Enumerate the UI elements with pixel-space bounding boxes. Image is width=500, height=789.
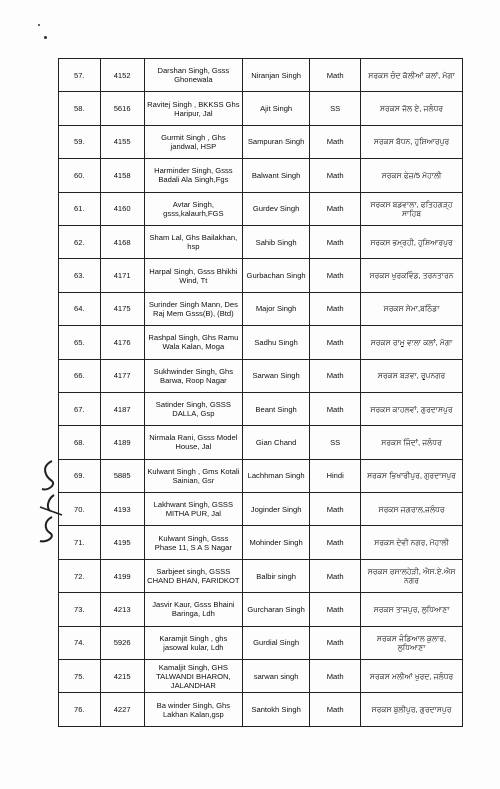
subject-cell	[310, 259, 361, 292]
father-name-cell-text: Ajit Singh	[260, 104, 293, 114]
serial-cell-text: 57.	[74, 70, 85, 80]
school-cell	[361, 192, 463, 225]
serial-cell	[59, 292, 101, 325]
serial-cell	[59, 125, 101, 158]
serial-cell	[59, 59, 101, 92]
id-cell-text: 4227	[113, 705, 131, 715]
serial-cell	[59, 660, 101, 693]
table-row	[59, 192, 463, 225]
id-cell	[100, 526, 144, 559]
teacher-name-cell	[144, 192, 242, 225]
subject-cell	[310, 392, 361, 425]
subject-cell	[310, 159, 361, 192]
serial-cell	[59, 92, 101, 125]
school-cell	[361, 660, 463, 693]
school-cell	[361, 292, 463, 325]
subject-cell-text: Hindi	[326, 471, 344, 481]
father-name-cell-text: Sahib Singh	[255, 237, 297, 247]
id-cell-text: 4175	[113, 304, 131, 314]
school-cell	[361, 392, 463, 425]
id-cell-text: 4189	[113, 437, 131, 447]
father-name-cell	[243, 59, 310, 92]
father-name-cell	[243, 225, 310, 258]
teacher-name-cell-text: Satinder Singh, GSSS DALLA, Gsp	[155, 400, 231, 419]
father-name-cell-text: Lachhman Singh	[247, 471, 305, 481]
table-row	[59, 392, 463, 425]
teacher-name-cell	[144, 459, 242, 492]
id-cell	[100, 593, 144, 626]
id-cell-text: 5616	[113, 104, 131, 114]
id-cell	[100, 359, 144, 392]
subject-cell-text: Math	[326, 705, 344, 715]
table-row	[59, 225, 463, 258]
school-cell-text: ਸਰਕਸ ਜੱਲ ਏ, ਜਲੰਧਰ	[379, 104, 444, 114]
teacher-name-cell-text: Kulwant Singh, Gsss Phase 11, S A S Nagar	[154, 533, 232, 552]
serial-cell-text: 75.	[74, 671, 85, 681]
id-cell	[100, 493, 144, 526]
school-cell-text: ਸਰਕਸ ਕਾਹਲਵਾਂ, ਗੁਰਦਾਸਪੁਰ	[370, 404, 453, 414]
id-cell-text: 4158	[113, 170, 131, 180]
school-cell-text: ਸਰਕਸ ਰਸਾਲਹੇੜੀ, ਐਸ.ਏ.ਐਸ ਨਗਰ	[367, 567, 456, 586]
serial-cell	[59, 326, 101, 359]
serial-cell-text: 68.	[74, 437, 85, 447]
teacher-name-cell-text: Kamaljit Singh, GHS TALWANDI BHARON, JALANDHAR	[156, 662, 231, 690]
father-name-cell-text: sarwan singh	[253, 671, 299, 681]
father-name-cell	[243, 192, 310, 225]
teacher-name-cell	[144, 426, 242, 459]
id-cell-text: 4171	[113, 271, 131, 281]
serial-cell	[59, 225, 101, 258]
teacher-name-cell-text: Sham Lal, Ghs Bailakhan, hsp	[149, 233, 238, 252]
teacher-name-cell-text: Ba winder Singh, Ghs Lakhan Kalan,gsp	[156, 700, 231, 719]
school-cell	[361, 593, 463, 626]
id-cell-text: 4160	[113, 204, 131, 214]
father-name-cell-text: Major Singh	[255, 304, 297, 314]
table-row	[59, 92, 463, 125]
serial-cell	[59, 259, 101, 292]
school-cell	[361, 493, 463, 526]
subject-cell-text: Math	[326, 638, 344, 648]
table-row	[59, 292, 463, 325]
subject-cell-text: Math	[326, 271, 344, 281]
id-cell-text: 4152	[113, 70, 131, 80]
id-cell-text: 5926	[113, 638, 131, 648]
school-cell	[361, 693, 463, 726]
father-name-cell-text: Santokh Singh	[251, 705, 301, 715]
serial-cell	[59, 559, 101, 592]
teacher-name-cell-text: Jasvir Kaur, Gsss Bhaini Baringa, Ldh	[152, 600, 235, 619]
table-row	[59, 125, 463, 158]
serial-cell	[59, 359, 101, 392]
serial-cell	[59, 159, 101, 192]
id-cell-text: 4176	[113, 337, 131, 347]
school-cell-text: ਸਰਕਸ ਤਾਜਪੁਰ, ਲੁਧਿਆਣਾ	[373, 604, 450, 614]
serial-cell-text: 62.	[74, 237, 85, 247]
school-cell-text: ਸਰਕਸ ਜਗਰਾਲ,ਜਲੰਧਰ	[378, 504, 445, 514]
school-cell-text: ਸਰਕਸ ਚੰਦ ਕੱਲੀਆਂ ਕਲਾਂ, ਮੋਗਾ	[368, 70, 455, 80]
id-cell-text: 5885	[113, 471, 131, 481]
id-cell	[100, 660, 144, 693]
table-row	[59, 426, 463, 459]
id-cell	[100, 159, 144, 192]
father-name-cell	[243, 493, 310, 526]
id-cell	[100, 125, 144, 158]
table-row	[59, 493, 463, 526]
father-name-cell	[243, 593, 310, 626]
subject-cell	[310, 426, 361, 459]
teacher-name-cell-text: Karamjit Singh , ghs jasowal kular, Ldh	[159, 633, 228, 652]
father-name-cell	[243, 292, 310, 325]
serial-cell	[59, 459, 101, 492]
teacher-name-cell-text: Harpal Singh, Gsss Bhikhi Wind, Tt	[149, 266, 238, 285]
id-cell	[100, 459, 144, 492]
serial-cell	[59, 493, 101, 526]
id-cell-text: 4155	[113, 137, 131, 147]
serial-cell	[59, 693, 101, 726]
father-name-cell-text: Gurdev Singh	[252, 204, 300, 214]
teacher-name-cell-text: Surinder Singh Mann, Des Raj Mem Gsss(B), (Btd)	[148, 299, 238, 318]
id-cell-text: 4168	[113, 237, 131, 247]
subject-cell-text: Math	[326, 304, 344, 314]
subject-cell-text: Math	[326, 137, 344, 147]
teacher-name-cell	[144, 59, 242, 92]
table-row	[59, 359, 463, 392]
id-cell-text: 4177	[113, 371, 131, 381]
serial-cell-text: 69.	[74, 471, 85, 481]
father-name-cell	[243, 459, 310, 492]
school-cell-text: ਸਰਕਸ ਜੰਡਿਆਲ ਕੁਲਾਰ, ਲੁਧਿਆਣਾ	[376, 633, 447, 652]
id-cell	[100, 225, 144, 258]
subject-cell	[310, 459, 361, 492]
table-row	[59, 59, 463, 92]
subject-cell	[310, 693, 361, 726]
table-row	[59, 593, 463, 626]
father-name-cell-text: Niranjan Singh	[251, 70, 302, 80]
subject-cell-text: SS	[330, 437, 341, 447]
subject-cell	[310, 359, 361, 392]
table-row	[59, 259, 463, 292]
school-cell-text: ਸਰਕਸ ਦੇਵੀ ਨਗਰ, ਮੋਹਾਲੀ	[374, 538, 449, 548]
teacher-name-cell-text: Kulwant Singh , Gms Kotali Sainian, Gsr	[147, 466, 240, 485]
subject-cell	[310, 192, 361, 225]
table-row	[59, 526, 463, 559]
school-cell-text: ਸਰਕਸ ਭਮ੍ਰਹੀ, ਹੁਸ਼ਿਆਰਪੁਰ	[370, 237, 453, 247]
school-cell	[361, 326, 463, 359]
subject-cell	[310, 59, 361, 92]
school-cell	[361, 626, 463, 659]
table-row	[59, 626, 463, 659]
table-row	[59, 326, 463, 359]
subject-cell-text: Math	[326, 70, 344, 80]
school-cell	[361, 159, 463, 192]
id-cell	[100, 626, 144, 659]
subject-cell-text: Math	[326, 204, 344, 214]
father-name-cell	[243, 326, 310, 359]
school-cell-text: ਸਰਕਸ ਜਿੰਦਾਂ, ਜਲੰਧਰ	[381, 437, 442, 447]
father-name-cell-text: Gian Chand	[255, 437, 297, 447]
serial-cell-text: 71.	[74, 538, 85, 548]
father-name-cell-text: Sadhu Singh	[254, 337, 298, 347]
subject-cell-text: Math	[326, 170, 344, 180]
serial-cell	[59, 626, 101, 659]
father-name-cell-text: Mohinder Singh	[249, 538, 303, 548]
serial-cell	[59, 392, 101, 425]
teacher-name-cell	[144, 326, 242, 359]
father-name-cell-text: Sampuran Singh	[247, 137, 305, 147]
staff-table	[58, 58, 463, 727]
serial-cell-text: 67.	[74, 404, 85, 414]
teacher-name-cell	[144, 660, 242, 693]
id-cell	[100, 192, 144, 225]
teacher-name-cell-text: Sarbjeet singh, GSSS CHAND BHAN, FARIDKOT	[147, 567, 240, 586]
school-cell	[361, 259, 463, 292]
school-cell	[361, 92, 463, 125]
school-cell-text: ਸਰਕਸ ਰਾਮੂ ਵਾਲਾ ਕਲਾਂ, ਮੋਗਾ	[370, 337, 453, 347]
teacher-name-cell-text: Lakhwant Singh, GSSS MITHA PUR, Jal	[153, 500, 234, 519]
school-cell	[361, 459, 463, 492]
subject-cell	[310, 660, 361, 693]
serial-cell-text: 59.	[74, 137, 85, 147]
table-row	[59, 459, 463, 492]
school-cell	[361, 526, 463, 559]
id-cell	[100, 693, 144, 726]
serial-cell-text: 64.	[74, 304, 85, 314]
school-cell-text: ਸਰਕਸ ਭਿਖਾਰੀਪੁਰ, ਗੁਰਦਾਸਪੁਰ	[367, 471, 456, 481]
school-cell-text: ਸਰਕਸ ਖੁਰਕਵਿੰਡ, ਤਰਨਤਾਰਨ	[369, 271, 454, 281]
id-cell	[100, 59, 144, 92]
school-cell	[361, 59, 463, 92]
father-name-cell-text: Balbir singh	[256, 571, 296, 581]
serial-cell	[59, 593, 101, 626]
father-name-cell	[243, 693, 310, 726]
id-cell	[100, 326, 144, 359]
serial-cell	[59, 526, 101, 559]
id-cell	[100, 392, 144, 425]
father-name-cell	[243, 159, 310, 192]
school-cell-text: ਸਰਕਸ ਬੜਵਾ, ਰੂਪਨਗਰ	[377, 371, 446, 381]
school-cell-text: ਸਰਕਸ ਬਡਵਾਲਾ, ਫਤਿਹਗੜ੍ਹ ਸਾਹਿਬ	[370, 199, 453, 218]
father-name-cell-text: Gurdial Singh	[253, 638, 300, 648]
school-cell	[361, 125, 463, 158]
father-name-cell-text: Joginder Singh	[250, 504, 302, 514]
subject-cell	[310, 626, 361, 659]
teacher-name-cell	[144, 526, 242, 559]
serial-cell-text: 65.	[74, 337, 85, 347]
father-name-cell	[243, 259, 310, 292]
teacher-name-cell	[144, 559, 242, 592]
father-name-cell	[243, 392, 310, 425]
subject-cell	[310, 593, 361, 626]
teacher-name-cell	[144, 259, 242, 292]
father-name-cell	[243, 526, 310, 559]
teacher-name-cell-text: Harminder Singh, Gsss Badali Ala Singh,Fgs	[154, 166, 233, 185]
id-cell	[100, 92, 144, 125]
serial-cell-text: 66.	[74, 371, 85, 381]
teacher-name-cell-text: Ravitej Singh , BKKSS Ghs Haripur, Jal	[147, 99, 240, 118]
subject-cell-text: Math	[326, 571, 344, 581]
subject-cell-text: Math	[326, 404, 344, 414]
teacher-name-cell-text: Sukhwinder Singh, Ghs Barwa, Roop Nagar	[153, 366, 234, 385]
subject-cell	[310, 326, 361, 359]
id-cell-text: 4215	[113, 671, 131, 681]
id-cell-text: 4187	[113, 404, 131, 414]
school-cell-text: ਸਰਕਸ ਫੇਜ਼/5 ਮੋਹਾਲੀ	[381, 170, 442, 180]
school-cell-text: ਸਰਕਸ ਸੇਮਾ,ਬਠਿੰਡਾ	[383, 304, 440, 314]
serial-cell	[59, 192, 101, 225]
teacher-name-cell	[144, 493, 242, 526]
id-cell-text: 4199	[113, 571, 131, 581]
subject-cell-text: Math	[326, 337, 344, 347]
teacher-name-cell-text: Avtar Singh, gsss,kalaurh,FGS	[163, 199, 224, 218]
teacher-name-cell	[144, 593, 242, 626]
serial-cell-text: 74.	[74, 638, 85, 648]
scan-speck	[38, 24, 40, 26]
teacher-name-cell-text: Darshan Singh, Gsss Ghonewala	[157, 66, 230, 85]
subject-cell	[310, 292, 361, 325]
serial-cell-text: 61.	[74, 204, 85, 214]
subject-cell-text: Math	[326, 538, 344, 548]
father-name-cell	[243, 660, 310, 693]
school-cell	[361, 559, 463, 592]
serial-cell-text: 70.	[74, 504, 85, 514]
school-cell-text: ਸਰਕਸ ਬੁਲੀਪੁਰ, ਗੁਰਦਾਸਪੁਰ	[371, 705, 452, 715]
school-cell-text: ਸਰਕਸ ਮਲੀਆਂ ਖੁਰਦ, ਜਲੰਧਰ	[369, 671, 454, 681]
school-cell-text: ਸਰਕਸ ਬੱਧਨ, ਹੁਸ਼ਿਆਰਪੁਰ	[373, 137, 450, 147]
teacher-name-cell	[144, 92, 242, 125]
teacher-name-cell-text: Rashpal Singh, Ghs Ramu Wala Kalan, Moga	[148, 333, 239, 352]
father-name-cell	[243, 125, 310, 158]
father-name-cell-text: Gurbachan Singh	[246, 271, 306, 281]
serial-cell-text: 63.	[74, 271, 85, 281]
father-name-cell-text: Sarwan Singh	[252, 371, 300, 381]
subject-cell-text: Math	[326, 671, 344, 681]
subject-cell	[310, 125, 361, 158]
table-row	[59, 660, 463, 693]
teacher-name-cell	[144, 693, 242, 726]
serial-cell-text: 60.	[74, 170, 85, 180]
subject-cell-text: Math	[326, 237, 344, 247]
father-name-cell-text: Gurcharan Singh	[247, 604, 305, 614]
subject-cell	[310, 92, 361, 125]
subject-cell-text: Math	[326, 604, 344, 614]
teacher-name-cell	[144, 292, 242, 325]
teacher-name-cell-text: Nirmala Rani, Gsss Model House, Jal	[149, 433, 238, 452]
serial-cell-text: 72.	[74, 571, 85, 581]
subject-cell-text: Math	[326, 371, 344, 381]
subject-cell-text: Math	[326, 504, 344, 514]
id-cell-text: 4193	[113, 504, 131, 514]
subject-cell	[310, 225, 361, 258]
father-name-cell	[243, 626, 310, 659]
teacher-name-cell	[144, 626, 242, 659]
school-cell	[361, 225, 463, 258]
teacher-name-cell-text: Gurmit Singh , Ghs jandwal, HSP	[161, 132, 226, 151]
serial-cell-text: 73.	[74, 604, 85, 614]
table-row	[59, 693, 463, 726]
id-cell	[100, 426, 144, 459]
father-name-cell	[243, 559, 310, 592]
father-name-cell	[243, 92, 310, 125]
subject-cell	[310, 559, 361, 592]
id-cell	[100, 292, 144, 325]
id-cell-text: 4195	[113, 538, 131, 548]
school-cell	[361, 426, 463, 459]
table-row	[59, 159, 463, 192]
father-name-cell	[243, 426, 310, 459]
teacher-name-cell	[144, 225, 242, 258]
father-name-cell-text: Beant Singh	[255, 404, 297, 414]
teacher-name-cell	[144, 159, 242, 192]
subject-cell-text: SS	[330, 104, 341, 114]
table-row	[59, 559, 463, 592]
teacher-name-cell	[144, 359, 242, 392]
school-cell	[361, 359, 463, 392]
subject-cell	[310, 526, 361, 559]
id-cell-text: 4213	[113, 604, 131, 614]
scan-speck	[44, 36, 47, 39]
teacher-name-cell	[144, 125, 242, 158]
subject-cell	[310, 493, 361, 526]
teacher-name-cell	[144, 392, 242, 425]
serial-cell-text: 58.	[74, 104, 85, 114]
serial-cell-text: 76.	[74, 705, 85, 715]
father-name-cell	[243, 359, 310, 392]
serial-cell	[59, 426, 101, 459]
id-cell	[100, 559, 144, 592]
id-cell	[100, 259, 144, 292]
father-name-cell-text: Balwant Singh	[251, 170, 301, 180]
